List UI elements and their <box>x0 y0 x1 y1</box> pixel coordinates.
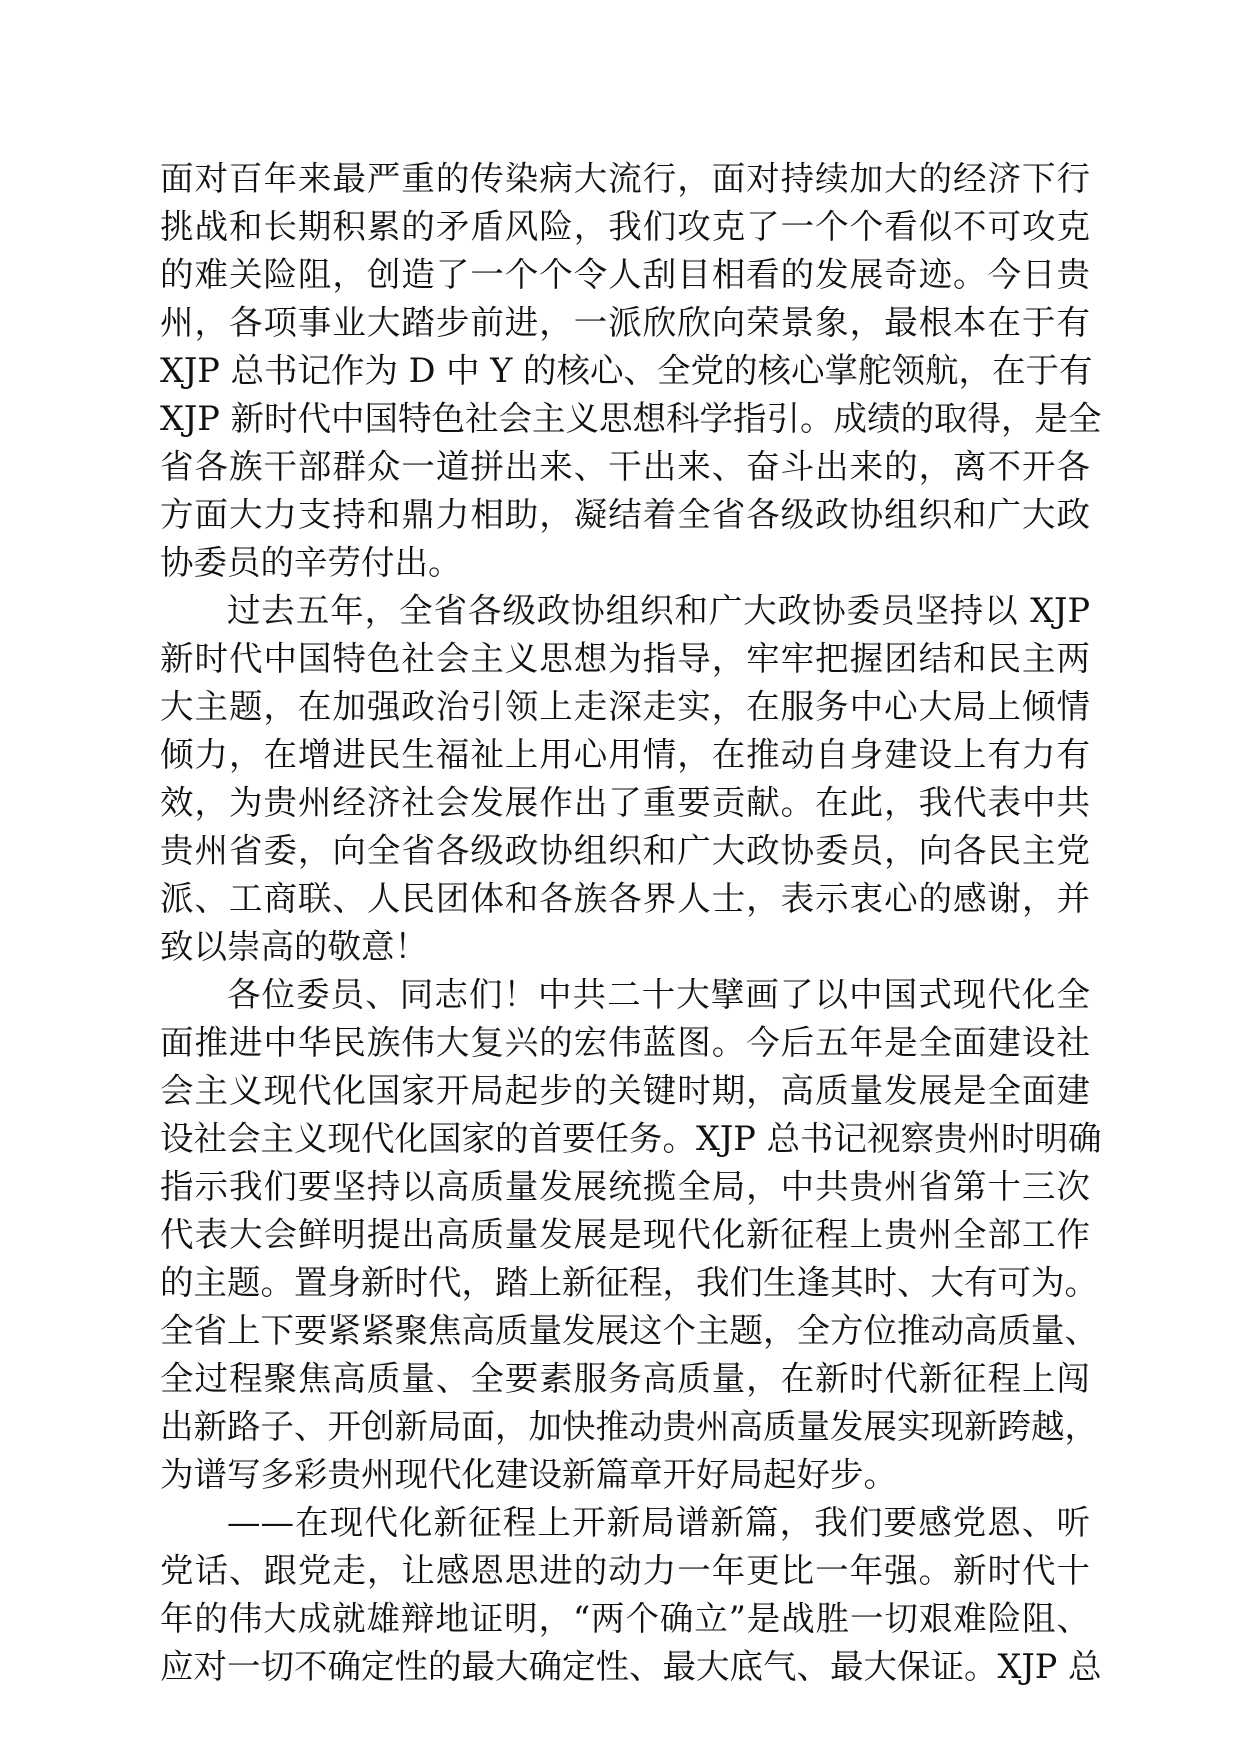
paragraph-line: 指示我们要坚持以高质量发展统揽全局，中共贵州省第十三次 <box>160 1167 1090 1206</box>
paragraph-line: 的难关险阻，创造了一个个令人刮目相看的发展奇迹。今日贵 <box>160 255 1090 294</box>
paragraph-2 <box>160 587 1090 971</box>
paragraph-line: 州，各项事业大踏步前进，一派欣欣向荣景象，最根本在于有 <box>160 303 1090 342</box>
paragraph-line: 协委员的辛劳付出。 <box>160 543 462 582</box>
document-body <box>160 155 1102 1691</box>
paragraph-line: 效，为贵州经济社会发展作出了重要贡献。在此，我代表中共 <box>160 783 1090 822</box>
paragraph-4 <box>160 1499 1102 1691</box>
paragraph-line: 省各族干部群众一道拼出来、干出来、奋斗出来的，离不开各 <box>160 447 1090 486</box>
paragraph-line: 过去五年，全省各级政协组织和广大政协委员坚持以 XJP <box>227 591 1090 630</box>
paragraph-line: 的主题。置身新时代，踏上新征程，我们生逢其时、大有可为。 <box>160 1263 1098 1302</box>
paragraph-line: ——在现代化新征程上开新局谱新篇，我们要感党恩、听 <box>227 1503 1090 1542</box>
paragraph-line: 年的伟大成就雄辩地证明，“两个确立”是战胜一切艰难险阻、 <box>160 1599 1090 1638</box>
paragraph-line: 代表大会鲜明提出高质量发展是现代化新征程上贵州全部工作 <box>160 1215 1090 1254</box>
paragraph-line: 全省上下要紧紧聚焦高质量发展这个主题，全方位推动高质量、 <box>160 1311 1098 1350</box>
paragraph-line: 新时代中国特色社会主义思想为指导，牢牢把握团结和民主两 <box>160 639 1090 678</box>
paragraph-line: 为谱写多彩贵州现代化建设新篇章开好局起好步。 <box>160 1455 897 1494</box>
paragraph-line: 全过程聚焦高质量、全要素服务高质量，在新时代新征程上闯 <box>160 1359 1090 1398</box>
paragraph-3 <box>160 971 1102 1499</box>
paragraph-line: 派、工商联、人民团体和各族各界人士，表示衷心的感谢，并 <box>160 879 1090 918</box>
paragraph-line: 倾力，在增进民生福祉上用心用情，在推动自身建设上有力有 <box>160 735 1090 774</box>
paragraph-1 <box>160 155 1102 587</box>
paragraph-line: 方面大力支持和鼎力相助，凝结着全省各级政协组织和广大政 <box>160 495 1090 534</box>
paragraph-line: 致以崇高的敬意！ <box>160 927 428 966</box>
paragraph-line: XJP 总书记作为 D 中 Y 的核心、全党的核心掌舵领航，在于有 <box>160 351 1093 390</box>
paragraph-line: 各位委员、同志们！中共二十大擘画了以中国式现代化全 <box>227 975 1090 1014</box>
paragraph-line: XJP 新时代中国特色社会主义思想科学指引。成绩的取得，是全 <box>160 399 1102 438</box>
paragraph-line: 会主义现代化国家开局起步的关键时期，高质量发展是全面建 <box>160 1071 1090 1110</box>
paragraph-line: 党话、跟党走，让感恩思进的动力一年更比一年强。新时代十 <box>160 1551 1090 1590</box>
paragraph-line: 挑战和长期积累的矛盾风险，我们攻克了一个个看似不可攻克 <box>160 207 1090 246</box>
paragraph-line: 贵州省委，向全省各级政协组织和广大政协委员，向各民主党 <box>160 831 1090 870</box>
paragraph-line: 面对百年来最严重的传染病大流行，面对持续加大的经济下行 <box>160 159 1090 198</box>
paragraph-line: 出新路子、开创新局面，加快推动贵州高质量发展实现新跨越， <box>160 1407 1098 1446</box>
paragraph-line: 大主题，在加强政治引领上走深走实，在服务中心大局上倾情 <box>160 687 1090 726</box>
paragraph-line: 面推进中华民族伟大复兴的宏伟蓝图。今后五年是全面建设社 <box>160 1023 1090 1062</box>
paragraph-line: 设社会主义现代化国家的首要任务。XJP 总书记视察贵州时明确 <box>160 1119 1102 1158</box>
paragraph-line: 应对一切不确定性的最大确定性、最大底气、最大保证。XJP 总 <box>160 1647 1102 1686</box>
